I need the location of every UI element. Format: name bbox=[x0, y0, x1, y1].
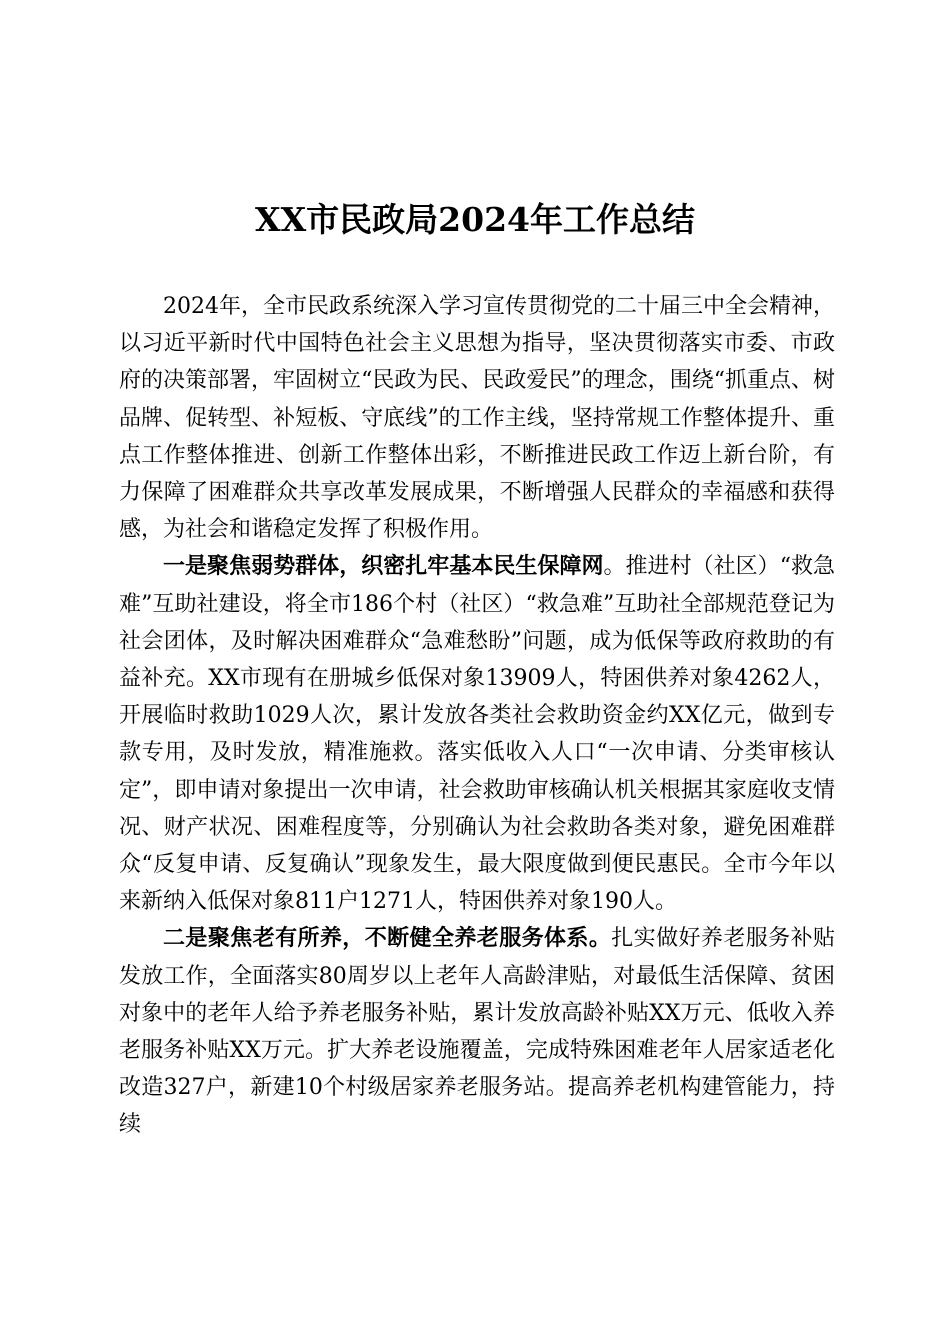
paragraph-text: 扎实做好养老服务补贴发放工作，全面落实80周岁以上老年人高龄津贴，对最低生活保障、贫困对象中的老年人给予养老服务补贴，累计发放高龄补贴XX万元、低收入养老服务补贴XX万元。扩大养老设施覆盖，完成特殊困难老年人居家适老化改造327户，新建10个村级居家养老服务站。提高养老机构建管能力，持续 bbox=[119, 926, 835, 1138]
document-title: XX市民政局2024年工作总结 bbox=[254, 200, 696, 239]
paragraph-section-1 bbox=[119, 548, 835, 920]
paragraph-section-2 bbox=[119, 920, 835, 1143]
paragraph-text: 2024年，全市民政系统深入学习宣传贯彻党的二十届三中全会精神，以习近平新时代中国特色社会主义思想为指导，坚决贯彻落实市委、市政府的决策部署，牢固树立“民政为民、民政爱民”的理念，围绕“抓重点、树品牌、促转型、补短板、守底线”的工作主线，坚持常规工作整体提升、重点工作整体推进、创新工作整体出彩，不断推进民政工作迈上新台阶，有力保障了困难群众共享改革发展成果，不断增强人民群众的幸福感和获得感，为社会和谐稳定发挥了积极作用。 bbox=[119, 294, 835, 543]
paragraph-lead: 一是聚焦弱势群体，织密扎牢基本民生保障网 bbox=[163, 553, 604, 580]
paragraph-intro bbox=[119, 288, 835, 548]
paragraph-text: 。推进村（社区）“救急难”互助社建设，将全市186个村（社区）“救急难”互助社全部规范登记为社会团体，及时解决困难群众“急难愁盼”问题，成为低保等政府救助的有益补充。XX市现有在册城乡低保对象13909人，特困供养对象4262人，开展临时救助1029人次，累计发放各类社会救助资金约XX亿元，做到专款专用，及时发放，精准施救。落实低收入人口“一次申请、分类审核认定”，即申请对象提出一次申请，社会救助审核确认机关根据其家庭收支情况、财产状况、困难程度等，分别确认为社会救助各类对象，避免困难群众“反复申请、反复确认”现象发生，最大限度做到便民惠民。全市今年以来新纳入低保对象811户1271人，特困供养对象190人。 bbox=[119, 554, 835, 915]
paragraph-lead: 二是聚焦老有所养，不断健全养老服务体系。 bbox=[163, 925, 612, 952]
document-body bbox=[119, 288, 835, 1144]
